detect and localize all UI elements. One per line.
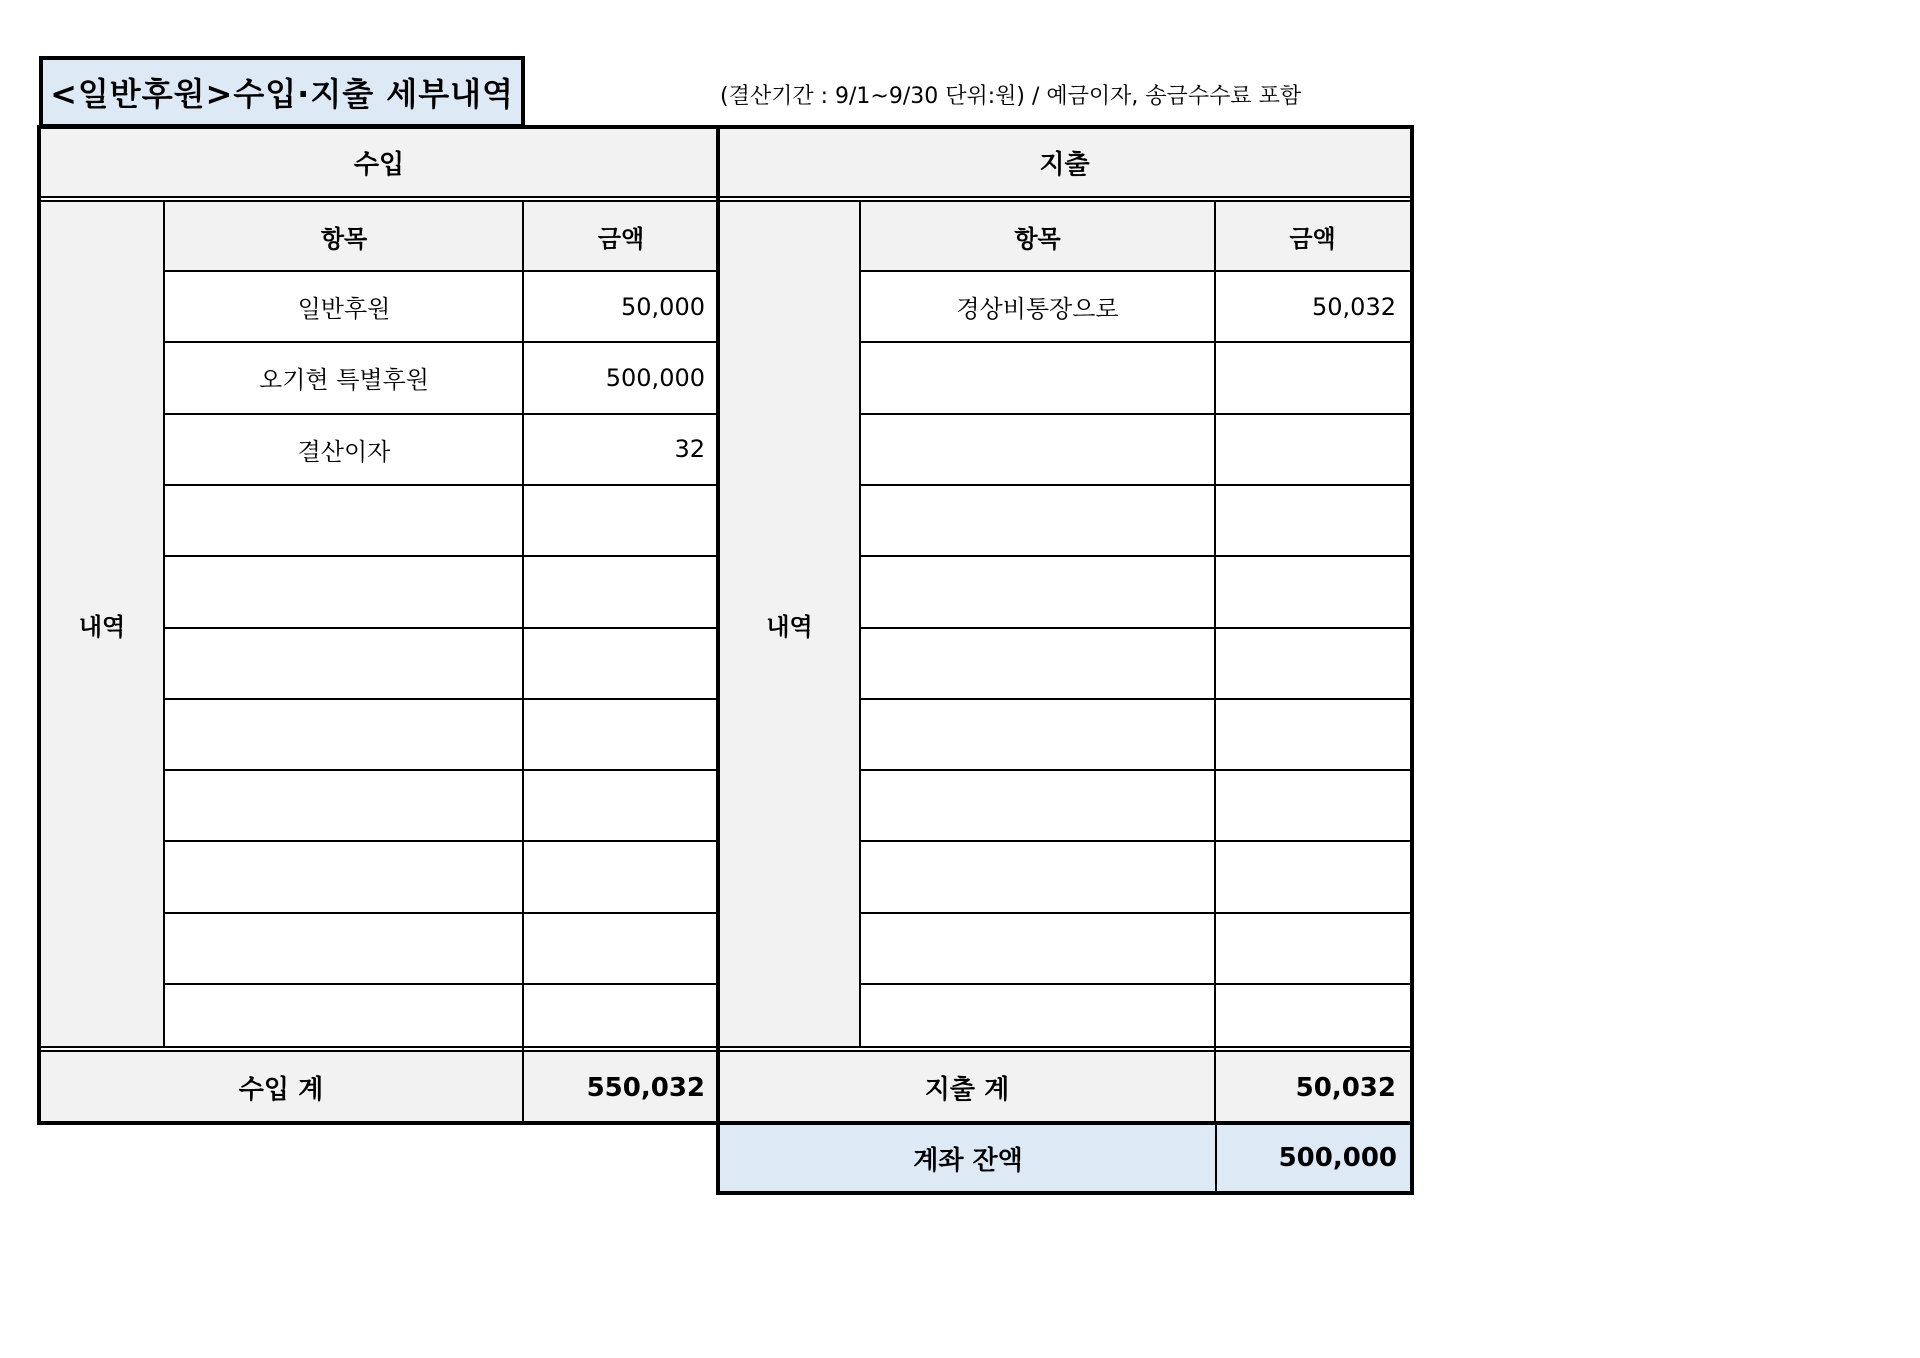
- balance-label: 계좌 잔액: [913, 1145, 1023, 1176]
- expense-header: 지출: [719, 127, 1410, 197]
- page-title: <일반후원>수입·지출 세부내역: [39, 56, 525, 128]
- table-row-amount: 50,000: [621, 292, 705, 321]
- expense-total-label: 지출 계: [719, 1052, 1215, 1123]
- income-header: 수입: [39, 127, 719, 197]
- expense-detail-label: 내역: [719, 202, 860, 1046]
- balance-row: [716, 1121, 1414, 1195]
- table-row-item: 경상비통장으로: [956, 295, 1119, 324]
- income-col-amount: 금액: [523, 202, 719, 271]
- income-total-label: 수입 계: [39, 1052, 523, 1123]
- balance-value: 500,000: [1278, 1143, 1397, 1173]
- income-col-item: 항목: [165, 202, 523, 271]
- expense-col-amount: 금액: [1215, 202, 1410, 271]
- income-detail-label: 내역: [39, 202, 165, 1046]
- table-row-amount: 500,000: [605, 363, 705, 392]
- table-row-amount: 50,032: [1312, 292, 1396, 321]
- table-row-amount: 32: [674, 435, 705, 464]
- expense-total-value: 50,032: [1215, 1052, 1410, 1123]
- income-total-value: 550,032: [523, 1052, 719, 1123]
- table-row-item: 일반후원: [297, 295, 391, 324]
- settlement-period-note: (결산기간 : 9/1~9/30 단위:원) / 예금이자, 송금수수료 포함: [720, 83, 1302, 109]
- table-row-item: 결산이자: [297, 437, 391, 466]
- expense-col-item: 항목: [860, 202, 1215, 271]
- table-row-item: 오기현 특별후원: [259, 366, 429, 395]
